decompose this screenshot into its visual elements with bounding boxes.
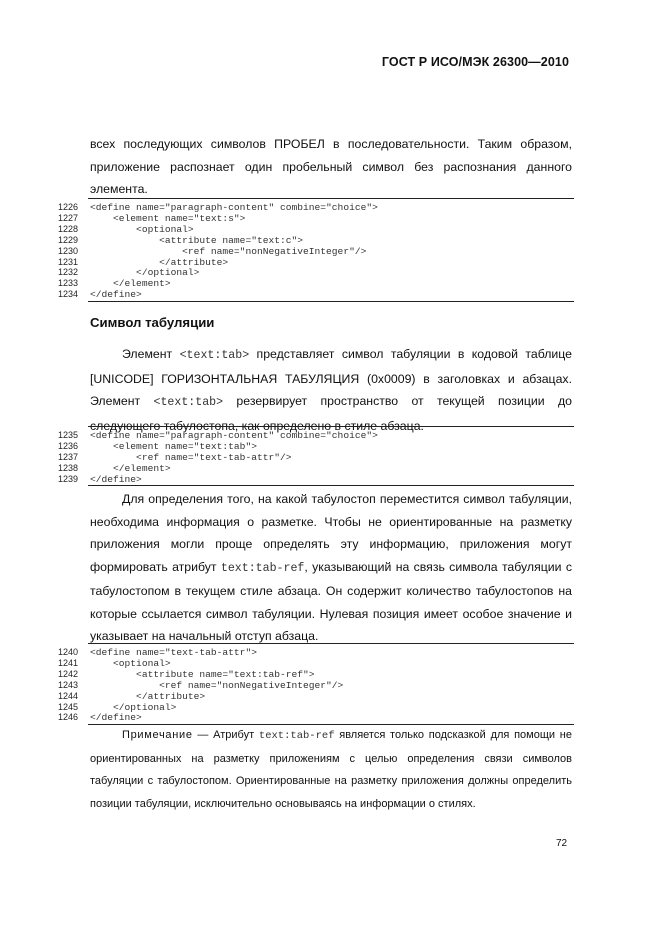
line-number: 1236 [57, 440, 78, 451]
section-title: Символ табуляции [90, 315, 215, 330]
code-text: <attribute name="text:c"> [90, 234, 304, 246]
code-block-2 [52, 426, 574, 486]
code-line [52, 235, 574, 246]
line-number: 1243 [57, 679, 78, 690]
document-header: ГОСТ Р ИСО/МЭК 26300—2010 [381, 55, 569, 69]
code-line [52, 224, 574, 235]
line-number: 1237 [57, 451, 78, 462]
line-number: 1228 [57, 223, 78, 234]
note-dash: — Атрибут [192, 729, 259, 741]
code-text: </element> [90, 278, 171, 290]
code-line [52, 441, 574, 452]
line-number: 1238 [57, 462, 78, 473]
line-number: 1227 [57, 212, 78, 223]
code-line [52, 680, 574, 691]
line-number: 1226 [57, 202, 78, 212]
code-text: </define> [90, 289, 142, 301]
code-block-3 [52, 643, 574, 725]
code-text: </element> [90, 462, 171, 474]
code-line [52, 430, 574, 441]
code-text: </optional> [90, 701, 177, 713]
para3-text-2: , указывающий на связь символа табуляции с табулостопом в текущем стиле абзаца. Он содержит количество табулостопов на которые ссылается символ табуляции. Нулевая позиция имеет особое значение и указывает на начальный отступ абзаца. [90, 559, 572, 643]
line-number: 1244 [57, 690, 78, 701]
code-line [52, 289, 574, 300]
line-number: 1245 [57, 701, 78, 712]
code-line [52, 213, 574, 224]
para3-text-1: Для определения того, на какой табулостоп переместится символ табуляции, необходима информация о разметке. Чтобы не ориентированные на разметку приложения могли проще определять эту информацию, приложения могут формировать атрибут [90, 492, 572, 574]
code-line [52, 702, 574, 713]
line-number: 1239 [57, 473, 78, 484]
code-line [52, 474, 574, 485]
line-number: 1246 [57, 712, 78, 723]
code-line [52, 712, 574, 723]
code-block-bottom-rule [88, 301, 574, 302]
code-line [52, 452, 574, 463]
code-text: </define> [90, 473, 142, 485]
code-text: <optional> [90, 657, 171, 669]
code-text: <element name="text:s"> [90, 212, 246, 224]
code-text: </define> [90, 712, 142, 724]
code-text: <element name="text:tab"> [90, 440, 257, 452]
line-number: 1229 [57, 234, 78, 245]
line-number: 1235 [57, 430, 78, 440]
line-number: 1231 [57, 256, 78, 267]
para2-text-1: Элемент [122, 347, 180, 361]
code-block-bottom-rule [88, 485, 574, 486]
code-text: <define name="paragraph-content" combine="choice"> [90, 430, 378, 441]
line-number: 1233 [57, 278, 78, 289]
note-label: Примечание [122, 729, 193, 741]
code-line [52, 658, 574, 669]
code-text: <attribute name="text:tab-ref"> [90, 668, 315, 680]
line-number: 1241 [57, 657, 78, 668]
code-text: <ref name="nonNegativeInteger"/> [90, 245, 367, 257]
code-line [52, 267, 574, 278]
code-line [52, 691, 574, 702]
code-inline-text-tab: <text:tab> [179, 349, 250, 362]
code-line [52, 669, 574, 680]
para2-text-2: представляет символ табуляции в кодовой таблице [UNICODE] ГОРИЗОНТАЛЬНАЯ ТАБУЛЯЦИЯ (0x0009) в заголовках и абзацах. Элемент [90, 347, 573, 408]
para2-text-3: резервирует пространство от текущей позиции до следующего табулостопа, как определено в стиле абзаца. [90, 394, 572, 433]
note [90, 724, 572, 815]
code-block-top-rule [88, 643, 574, 644]
code-text: <ref name="nonNegativeInteger"/> [90, 679, 344, 691]
note-text: является только подсказкой для помощи не ориентированных на разметку приложениям с целью определения связи символов табуляции с табулостопом. Ориентированные на разметку приложения должны определить позиции табуляции, исключительно основываясь на информации о стилях. [90, 729, 572, 810]
code-block-top-rule [88, 426, 574, 427]
line-number: 1240 [57, 647, 78, 657]
paragraph-intro: всех последующих символов ПРОБЕЛ в последовательности. Таким образом, приложение распознает один пробельный символ без распознания данного элемента. [90, 137, 572, 196]
paragraph-tab-ref [90, 488, 572, 648]
code-text: </attribute> [90, 256, 229, 268]
code-line [52, 647, 574, 658]
code-line [52, 278, 574, 289]
code-text: <define name="text-tab-attr"> [90, 647, 257, 658]
code-inline-note: text:tab-ref [258, 730, 335, 742]
line-number: 1242 [57, 668, 78, 679]
code-line [52, 246, 574, 257]
code-block-top-rule [88, 198, 574, 199]
code-inline-tab-ref: text:tab-ref [220, 561, 305, 575]
code-text: </attribute> [90, 690, 206, 702]
page-number: 72 [556, 838, 568, 849]
line-number: 1234 [57, 289, 78, 300]
code-line [52, 202, 574, 213]
code-inline-text-tab-2: <text:tab> [153, 396, 224, 409]
code-text: <define name="paragraph-content" combine="choice"> [90, 202, 378, 213]
code-block-1 [52, 198, 574, 302]
code-line [52, 463, 574, 474]
paragraph-tab-element [90, 343, 572, 437]
code-text: <ref name="text-tab-attr"/> [90, 451, 292, 463]
code-line [52, 257, 574, 268]
code-text: </optional> [90, 267, 200, 279]
code-text: <optional> [90, 223, 194, 235]
line-number: 1230 [57, 245, 78, 256]
line-number: 1232 [57, 267, 78, 278]
